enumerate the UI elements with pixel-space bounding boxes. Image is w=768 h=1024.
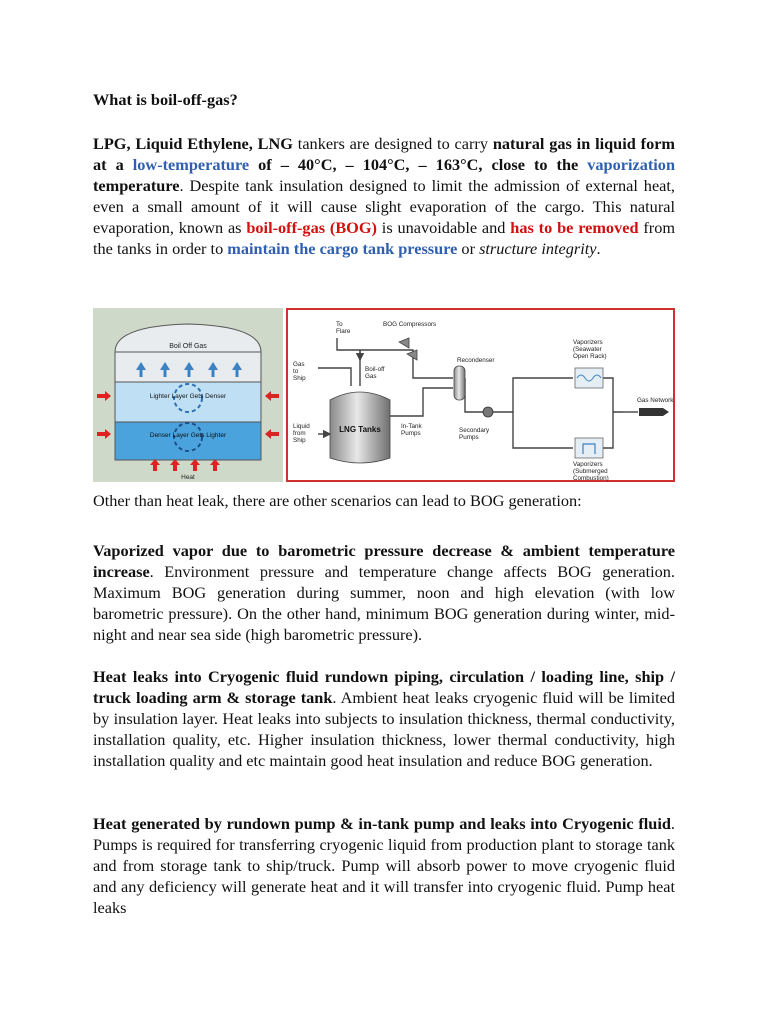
- svg-text:from: from: [293, 430, 306, 437]
- scenario-heat-leaks: Heat leaks into Cryogenic fluid rundown piping, circulation / loading line, ship / truck loading arm & storage tank. Ambient heat leaks cryogenic fluid will be limited by insulation layer. Heat leaks into subjects to insulation thickness, thermal conductivity, installation quality, etc. Higher insulation thickness, lower thermal conductivity, high installation quality and etc maintain good heat insulation and reduce BOG generation.: [93, 667, 675, 770]
- intro-structure-integrity: structure integrity: [479, 239, 597, 258]
- svg-text:Gas: Gas: [293, 361, 305, 368]
- svg-text:To: To: [336, 321, 343, 328]
- svg-text:Vaporizers: Vaporizers: [573, 461, 603, 468]
- intro-tanker-types: LPG, Liquid Ethylene, LNG: [93, 134, 293, 153]
- tank-stratification-diagram: [93, 308, 283, 482]
- scenario-pump-heat-heading: Heat generated by rundown pump & in-tank pump and leaks into Cryogenic fluid: [93, 814, 671, 833]
- intro-bog: boil-off-gas (BOG): [246, 218, 377, 237]
- svg-text:(Submerged: (Submerged: [573, 468, 608, 475]
- heat-label: Heat: [181, 474, 195, 481]
- svg-text:Boil-off: Boil-off: [365, 366, 385, 373]
- bog-figure: [93, 308, 675, 482]
- svg-text:Secondary: Secondary: [459, 427, 490, 434]
- svg-text:Flare: Flare: [336, 328, 351, 335]
- intro-has-to-be-removed: has to be removed: [510, 218, 639, 237]
- scenario-barometric: Vaporized vapor due to barometric pressure decrease & ambient temperature increase. Environment pressure and temperature change affects BOG generation. Maximum BOG generation during summer, noon and high elevation (with low barometric pressure). On the other hand, minimum BOG generation during winter, mid-night and near sea side (high barometric pressure).: [93, 541, 675, 644]
- svg-text:Ship: Ship: [293, 437, 306, 444]
- svg-text:to: to: [293, 368, 299, 375]
- svg-text:Combustion): Combustion): [573, 475, 609, 482]
- figure-caption: Other than heat leak, there are other scenarios can lead to BOG generation:: [93, 491, 582, 510]
- denser-layer-label: Denser Layer Gets Lighter: [149, 432, 227, 439]
- intro-vaporization: vaporization: [587, 155, 675, 174]
- recondenser-label: Recondenser: [457, 357, 495, 364]
- svg-text:Pumps: Pumps: [459, 434, 479, 441]
- intro-low-temperature: low-temperature: [132, 155, 250, 174]
- lng-terminal-process-diagram: [287, 309, 674, 482]
- svg-text:Open Rack): Open Rack): [573, 353, 607, 360]
- svg-text:In-Tank: In-Tank: [401, 423, 422, 430]
- svg-text:Vaporizers: Vaporizers: [573, 339, 603, 346]
- lighter-layer-label: Lighter Layer Gets Denser: [149, 393, 227, 400]
- svg-text:Gas: Gas: [365, 373, 377, 380]
- scenario-barometric-heading: Vaporized vapor due to barometric pressure decrease & ambient temperature increase: [93, 541, 675, 581]
- intro-maintain-pressure: maintain the cargo tank pressure: [227, 239, 458, 258]
- intro-paragraph: LPG, Liquid Ethylene, LNG tankers are designed to carry natural gas in liquid form at a low-temperature of – 40°C, – 104°C, – 163°C, close to the vaporization temperature. Despite tank insulation designed to limit the admission of external heat, even a small amount of it will cause slight evaporation of the cargo. This natural evaporation, known as boil-off-gas (BOG) is unavoidable and has to be removed from the tanks in order to maintain the cargo tank pressure or structure integrity.: [93, 134, 675, 258]
- boil-off-gas-label: Boil Off Gas: [169, 343, 207, 350]
- svg-text:Pumps: Pumps: [401, 430, 421, 437]
- svg-text:(Seawater: (Seawater: [573, 346, 602, 353]
- svg-text:Liquid: Liquid: [293, 423, 310, 430]
- page-title: What is boil-off-gas?: [93, 90, 238, 109]
- lng-tanks-label: LNG Tanks: [339, 425, 381, 434]
- scenario-pump-heat: Heat generated by rundown pump & in-tank pump and leaks into Cryogenic fluid. Pumps is required for transferring cryogenic liquid from production plant to storage tank and from storage tank to ship/truck. Pump will absorb power to move cryogenic fluid and any deficiency will generate heat and it will transfer into cryogenic fluid. Pump heat leaks: [93, 814, 675, 917]
- gas-network-label: Gas Network: [637, 397, 674, 404]
- bog-compressors-label: BOG Compressors: [383, 321, 437, 328]
- svg-text:Ship: Ship: [293, 375, 306, 382]
- scenario-heat-leaks-heading: Heat leaks into Cryogenic fluid rundown piping, circulation / loading line, ship / truck loading arm & storage tank: [93, 667, 675, 707]
